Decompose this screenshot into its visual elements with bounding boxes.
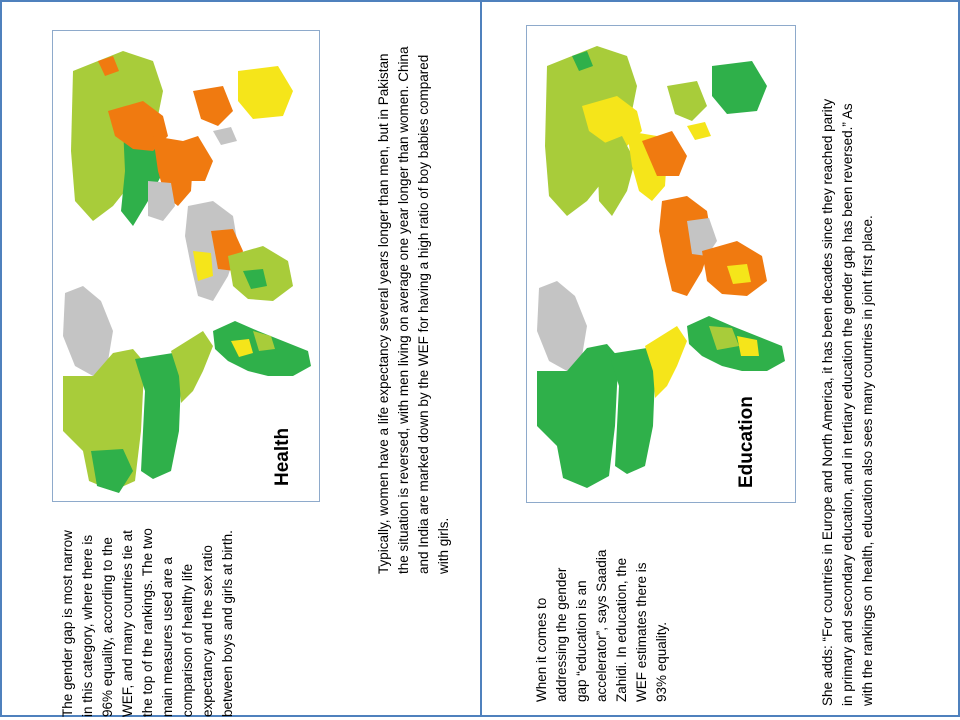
health-map-usa: [135, 353, 181, 479]
education-map-indonesia: [687, 122, 711, 140]
education-map-se-asia: [667, 81, 707, 121]
education-panel: [480, 0, 960, 717]
education-map-usa: [609, 348, 655, 474]
health-map-indonesia: [213, 127, 237, 145]
health-body-text: Typically, women have a life expectancy several years longer than men, but in Pakistan the situation is reversed, with men living on average one year longer than women. China and India are marked down by the WEF for having a high ratio of boy babies compared with girls.: [376, 46, 451, 574]
health-map-australia: [238, 66, 293, 119]
health-map-central-asia: [148, 181, 175, 221]
education-title: Education: [736, 396, 757, 488]
health-panel: [0, 0, 482, 717]
education-map-canada: [537, 344, 619, 488]
education-side-text: When it comes to addressing the gender gap “education is an accelerator”, says Saadia Zahidi. In education, the WEF estimates there is 93% equality.: [534, 549, 669, 702]
health-title: Health: [272, 427, 293, 486]
health-side-text: The gender gap is most narrow in this category, where there is 96% equality, according to the WEF, and many countries tie at the top of the rankings. The two main measures used are a comparison of healthy life expectancy and the sex ratio between boys and girls at birth.: [60, 528, 235, 717]
education-map-australia: [712, 61, 767, 114]
education-map-europe: [597, 136, 635, 216]
education-body-text: She adds: “For countries in Europe and North America, it has been decades since they reached parity in primary and secondary education, and in tertiary education the gender gap has been reversed.” As with the rankings on health, education also sees many countries in joint first place.: [820, 98, 875, 706]
health-map-se-asia: [193, 86, 233, 126]
